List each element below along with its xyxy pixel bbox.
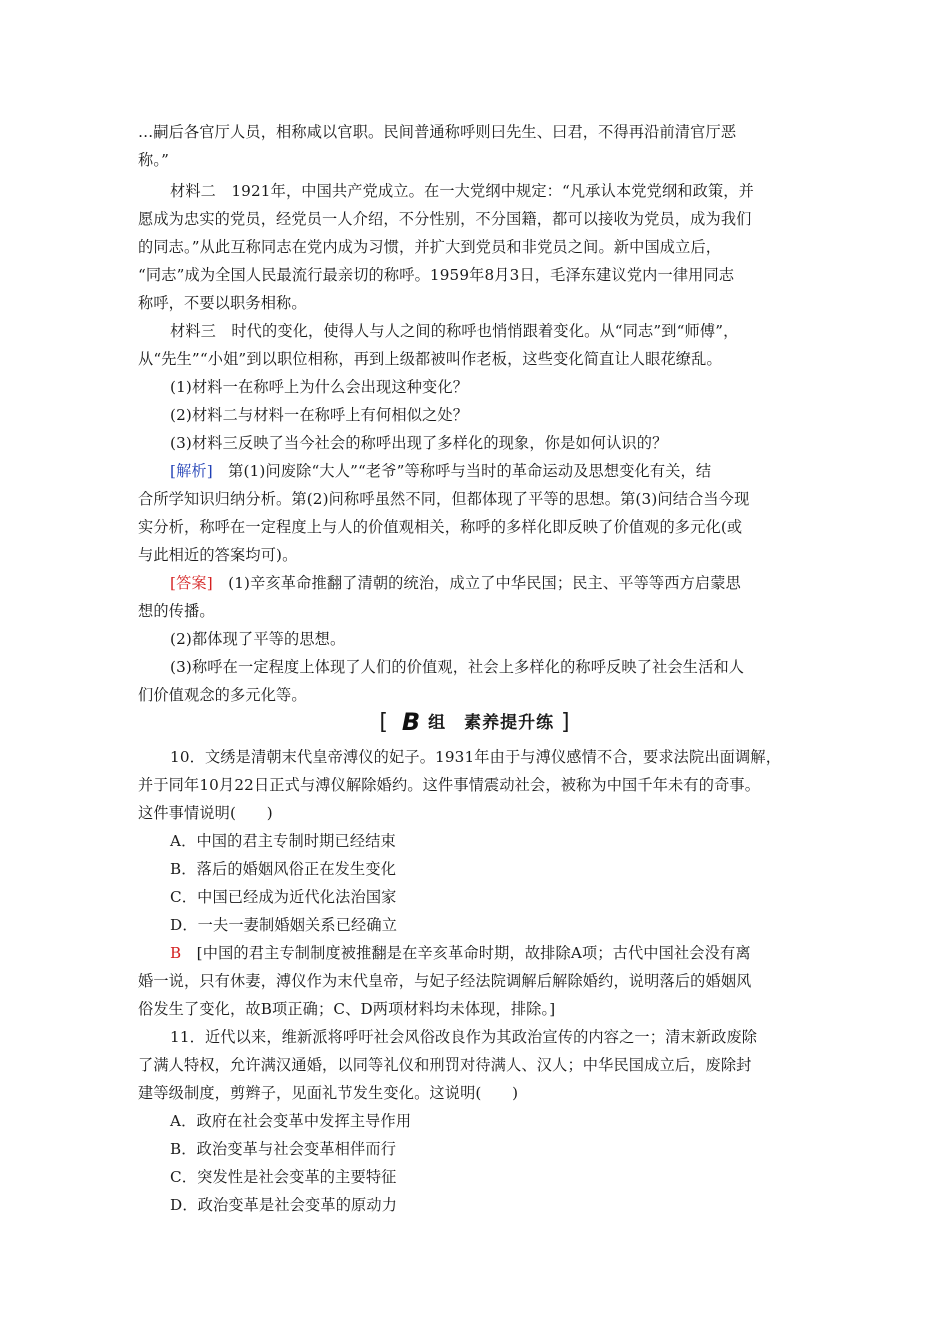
text-line [170, 831, 818, 851]
line-text: “同志”成为全国人民最流行最亲切的称呼。1959年8月3日，毛泽东建议党内一律用同志 [138, 266, 735, 284]
line-text: 建等级制度，剪辫子，见面礼节发生变化。这说明( ) [138, 1084, 519, 1102]
text-line [170, 181, 818, 201]
text-line [170, 859, 818, 879]
text-line [138, 237, 818, 257]
line-text: A．政府在社会变革中发挥主导作用 [170, 1112, 412, 1130]
line-text: (1)辛亥革命推翻了清朝的统治，成立了中华民国；民主、平等等西方启蒙思 [212, 574, 741, 592]
text-line [170, 1027, 818, 1047]
line-text: 俗发生了变化，故B项正确；C、D两项材料均未体现，排除。] [138, 1000, 556, 1018]
line-text: 材料二 1921年，中国共产党成立。在一大党纲中规定：“凡承认本党党纲和政策，并 [170, 182, 754, 200]
line-text: 10．文绣是清朝末代皇帝溥仪的妃子。1931年由于与溥仪感情不合，要求法院出面调解， [170, 748, 782, 766]
line-text: …嗣后各官厅人员，相称咸以官职。民间普通称呼则曰先生、曰君，不得再沿前清官厅恶 [138, 123, 737, 141]
line-text: 11．近代以来，维新派将呼吁社会风俗改良作为其政治宣传的内容之一；清末新政废除 [170, 1028, 758, 1046]
header-bracket-left: [ [379, 710, 389, 735]
line-text: A．中国的君主专制时期已经结束 [170, 832, 396, 850]
line-text: (3)称呼在一定程度上体现了人们的价值观，社会上多样化的称呼反映了社会生活和人 [170, 658, 745, 676]
line-text: 第(1)问废除“大人”“老爷”等称呼与当时的革命运动及思想变化有关，结 [212, 462, 712, 480]
line-text: (2)材料二与材料一在称呼上有何相似之处？ [170, 406, 469, 424]
line-text: 们价值观念的多元化等。 [138, 686, 307, 704]
text-line [138, 265, 818, 285]
header-bracket-right: ] [561, 710, 571, 735]
text-line [170, 321, 818, 341]
line-text: 这件事情说明( ) [138, 804, 273, 822]
line-text: 从“先生”“小姐”到以职位相称，再到上级都被叫作老板，这些变化简直让人眼花缭乱。 [138, 350, 722, 368]
line-text: 并于同年10月22日正式与溥仪解除婚约。这件事情震动社会，被称为中国千年未有的奇事。 [138, 776, 761, 794]
text-line [170, 1139, 818, 1159]
line-text: C．突发性是社会变革的主要特征 [170, 1168, 397, 1186]
text-line [138, 545, 818, 565]
text-line [138, 601, 818, 621]
text-line [138, 775, 818, 795]
line-text: 的同志。”从此互称同志在党内成为习惯，并扩大到党员和非党员之间。新中国成立后， [138, 238, 722, 256]
text-line [138, 1055, 818, 1075]
label-tag: [解析] [170, 462, 213, 480]
text-line [170, 1195, 818, 1215]
text-line [138, 209, 818, 229]
text-line [138, 685, 818, 705]
section-title: 组 素养提升练 [428, 713, 555, 733]
line-text: 称呼，不要以职务相称。 [138, 294, 307, 312]
text-line [138, 517, 818, 537]
line-text: 愿成为忠实的党员，经党员一人介绍，不分性别，不分国籍，都可以接收为党员，成为我们 [138, 210, 752, 228]
section-header [0, 708, 950, 737]
line-text: 合所学知识归纳分析。第(2)问称呼虽然不同，但都体现了平等的思想。第(3)问结合当今现 [138, 490, 750, 508]
text-line [170, 1167, 818, 1187]
text-line [170, 461, 818, 481]
line-text: 与此相近的答案均可)。 [138, 546, 298, 564]
text-line [138, 489, 818, 509]
text-line [170, 657, 818, 677]
text-line [138, 999, 818, 1019]
text-line [138, 971, 818, 991]
text-line [170, 433, 818, 453]
line-text: (2)都体现了平等的思想。 [170, 630, 346, 648]
line-text: 称。” [138, 151, 169, 169]
text-line [170, 629, 818, 649]
line-text: 材料三 时代的变化，使得人与人之间的称呼也悄悄跟着变化。从“同志”到“师傅”， [170, 322, 739, 340]
line-text: 想的传播。 [138, 602, 215, 620]
text-line [138, 803, 818, 823]
line-text: 实分析，称呼在一定程度上与人的价值观相关，称呼的多样化即反映了价值观的多元化(或 [138, 518, 743, 536]
line-text: B．政治变革与社会变革相伴而行 [170, 1140, 397, 1158]
text-line [138, 293, 818, 313]
line-text: D．一夫一妻制婚姻关系已经确立 [170, 916, 398, 934]
line-text: C．中国已经成为近代化法治国家 [170, 888, 397, 906]
line-text: B．落后的婚姻风俗正在发生变化 [170, 860, 397, 878]
text-line [138, 1083, 818, 1103]
line-text: D．政治变革是社会变革的原动力 [170, 1196, 398, 1214]
line-text: [中国的君主专制制度被推翻是在辛亥革命时期，故排除A项；古代中国社会没有离 [181, 944, 751, 962]
text-line [170, 405, 818, 425]
text-line [170, 747, 818, 767]
line-text: (3)材料三反映了当今社会的称呼出现了多样化的现象，你是如何认识的？ [170, 434, 668, 452]
line-text: 了满人特权，允许满汉通婚，以同等礼仪和刑罚对待满人、汉人；中华民国成立后，废除封 [138, 1056, 752, 1074]
answer-letter: B [170, 944, 182, 962]
text-line [138, 122, 818, 142]
line-text: 婚一说，只有休妻，溥仪作为末代皇帝，与妃子经法院调解后解除婚约，说明落后的婚姻风 [138, 972, 752, 990]
label-tag: [答案] [170, 574, 213, 592]
text-line [170, 377, 818, 397]
text-line [170, 573, 818, 593]
text-line [170, 887, 818, 907]
text-line [170, 1111, 818, 1131]
group-letter-logo: B [401, 708, 421, 736]
text-line [138, 150, 818, 170]
text-line [170, 915, 818, 935]
text-line [170, 943, 818, 963]
line-text: (1)材料一在称呼上为什么会出现这种变化？ [170, 378, 469, 396]
text-line [138, 349, 818, 369]
